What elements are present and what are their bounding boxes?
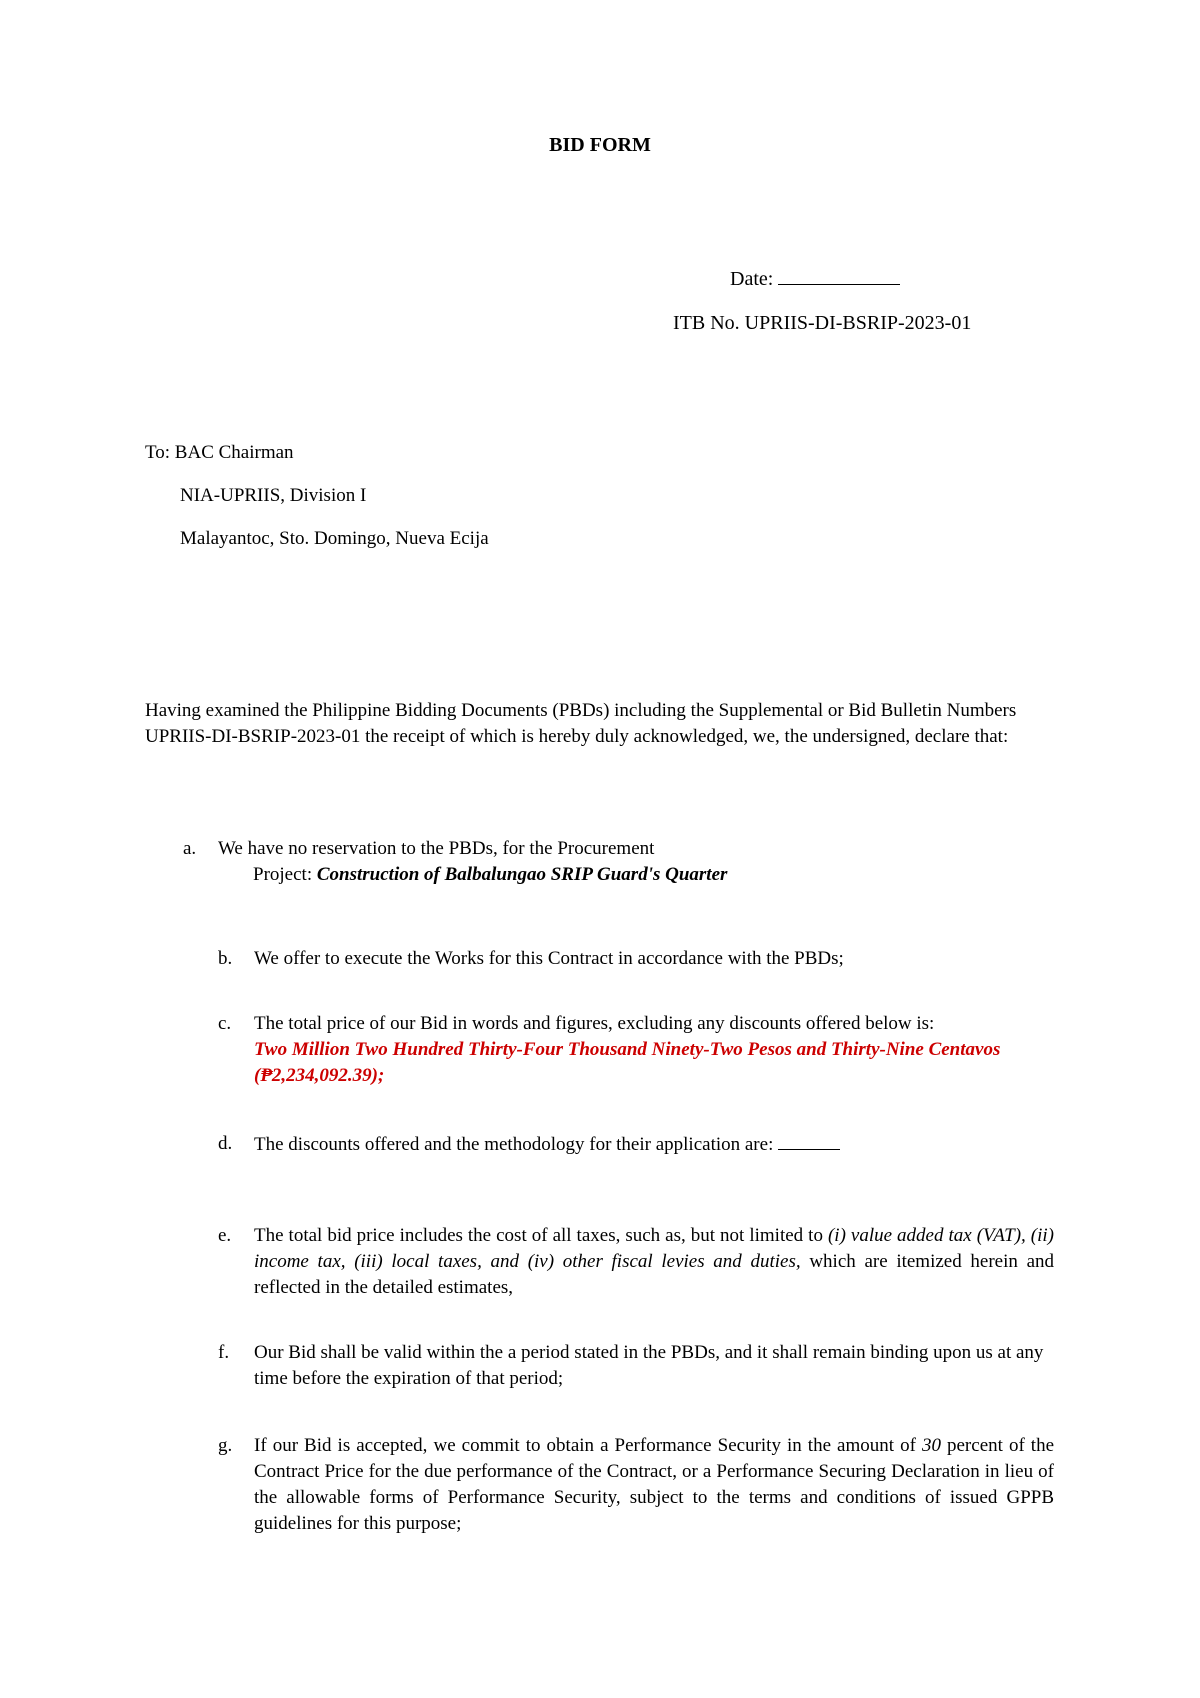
item-f-text: Our Bid shall be valid within the a period stated in the PBDs, and it shall remain binding upon us at any time before the expiration of that period; — [254, 1342, 1044, 1389]
date-label: Date: — [730, 268, 774, 290]
item-e-tax-list: (i) value added tax (VAT), (ii) income tax, (iii) local taxes, and (iv) other fiscal levies and duties, — [254, 1225, 1054, 1272]
item-g-text-post: percent of the Contract Price for the due performance of the Contract, or a Performance Securing Declaration in lieu of the allowable forms of Performance Security, subject to the terms and conditions of issued GPPB guidelines for this purpose; — [254, 1435, 1055, 1534]
item-b-text: We offer to execute the Works for this Contract in accordance with the PBDs; — [254, 948, 844, 969]
discount-blank — [778, 1131, 840, 1150]
performance-percent: 30 — [921, 1435, 941, 1456]
intro-paragraph: Having examined the Philippine Bidding Documents (PBDs) including the Supplemental or Bid Bulletin Numbers UPRIIS-DI-BSRIP-2023-01 the receipt of which is hereby duly acknowledged, we, the undersigned, declare that: — [145, 700, 1017, 747]
item-c-body — [254, 1011, 1064, 1089]
item-marker: c. — [218, 1013, 232, 1034]
item-e-body — [254, 1223, 1054, 1301]
item-d-line — [254, 1131, 1074, 1158]
date-line — [730, 264, 900, 292]
bid-amount: Two Million Two Hundred Thirty-Four Thousand Ninety-Two Pesos and Thirty-Nine Centavos (₱2,234,092.39); — [254, 1039, 1001, 1086]
item-g-body — [254, 1433, 1054, 1537]
date-blank — [778, 264, 900, 285]
document-title: BID FORM — [549, 134, 651, 156]
itb-number: ITB No. UPRIIS-DI-BSRIP-2023-01 — [673, 312, 972, 334]
project-label: Project: — [253, 864, 313, 885]
item-e-text-post: which are itemized herein and reflected in the detailed estimates, — [254, 1251, 1055, 1298]
item-marker: e. — [218, 1225, 232, 1246]
item-marker: d. — [218, 1133, 233, 1154]
address-line-1: NIA-UPRIIS, Division I — [180, 485, 367, 506]
item-marker: f. — [218, 1342, 230, 1363]
item-marker: g. — [218, 1435, 233, 1456]
item-marker: a. — [183, 838, 197, 859]
item-marker: b. — [218, 948, 233, 969]
item-e-text-pre: The total bid price includes the cost of all taxes, such as, but not limited to — [254, 1225, 823, 1246]
item-a-project — [253, 862, 727, 888]
item-g-text-pre: If our Bid is accepted, we commit to obtain a Performance Security in the amount of — [254, 1435, 916, 1456]
project-name: Construction of Balbalungao SRIP Guard's Quarter — [316, 864, 728, 885]
address-to: To: BAC Chairman — [145, 442, 294, 463]
address-line-2: Malayantoc, Sto. Domingo, Nueva Ecija — [180, 528, 489, 549]
item-c-text: The total price of our Bid in words and figures, excluding any discounts offered below is: — [254, 1013, 935, 1034]
item-a-line1: We have no reservation to the PBDs, for the Procurement — [218, 838, 655, 859]
item-d-text: The discounts offered and the methodology for their application are: — [254, 1134, 774, 1155]
